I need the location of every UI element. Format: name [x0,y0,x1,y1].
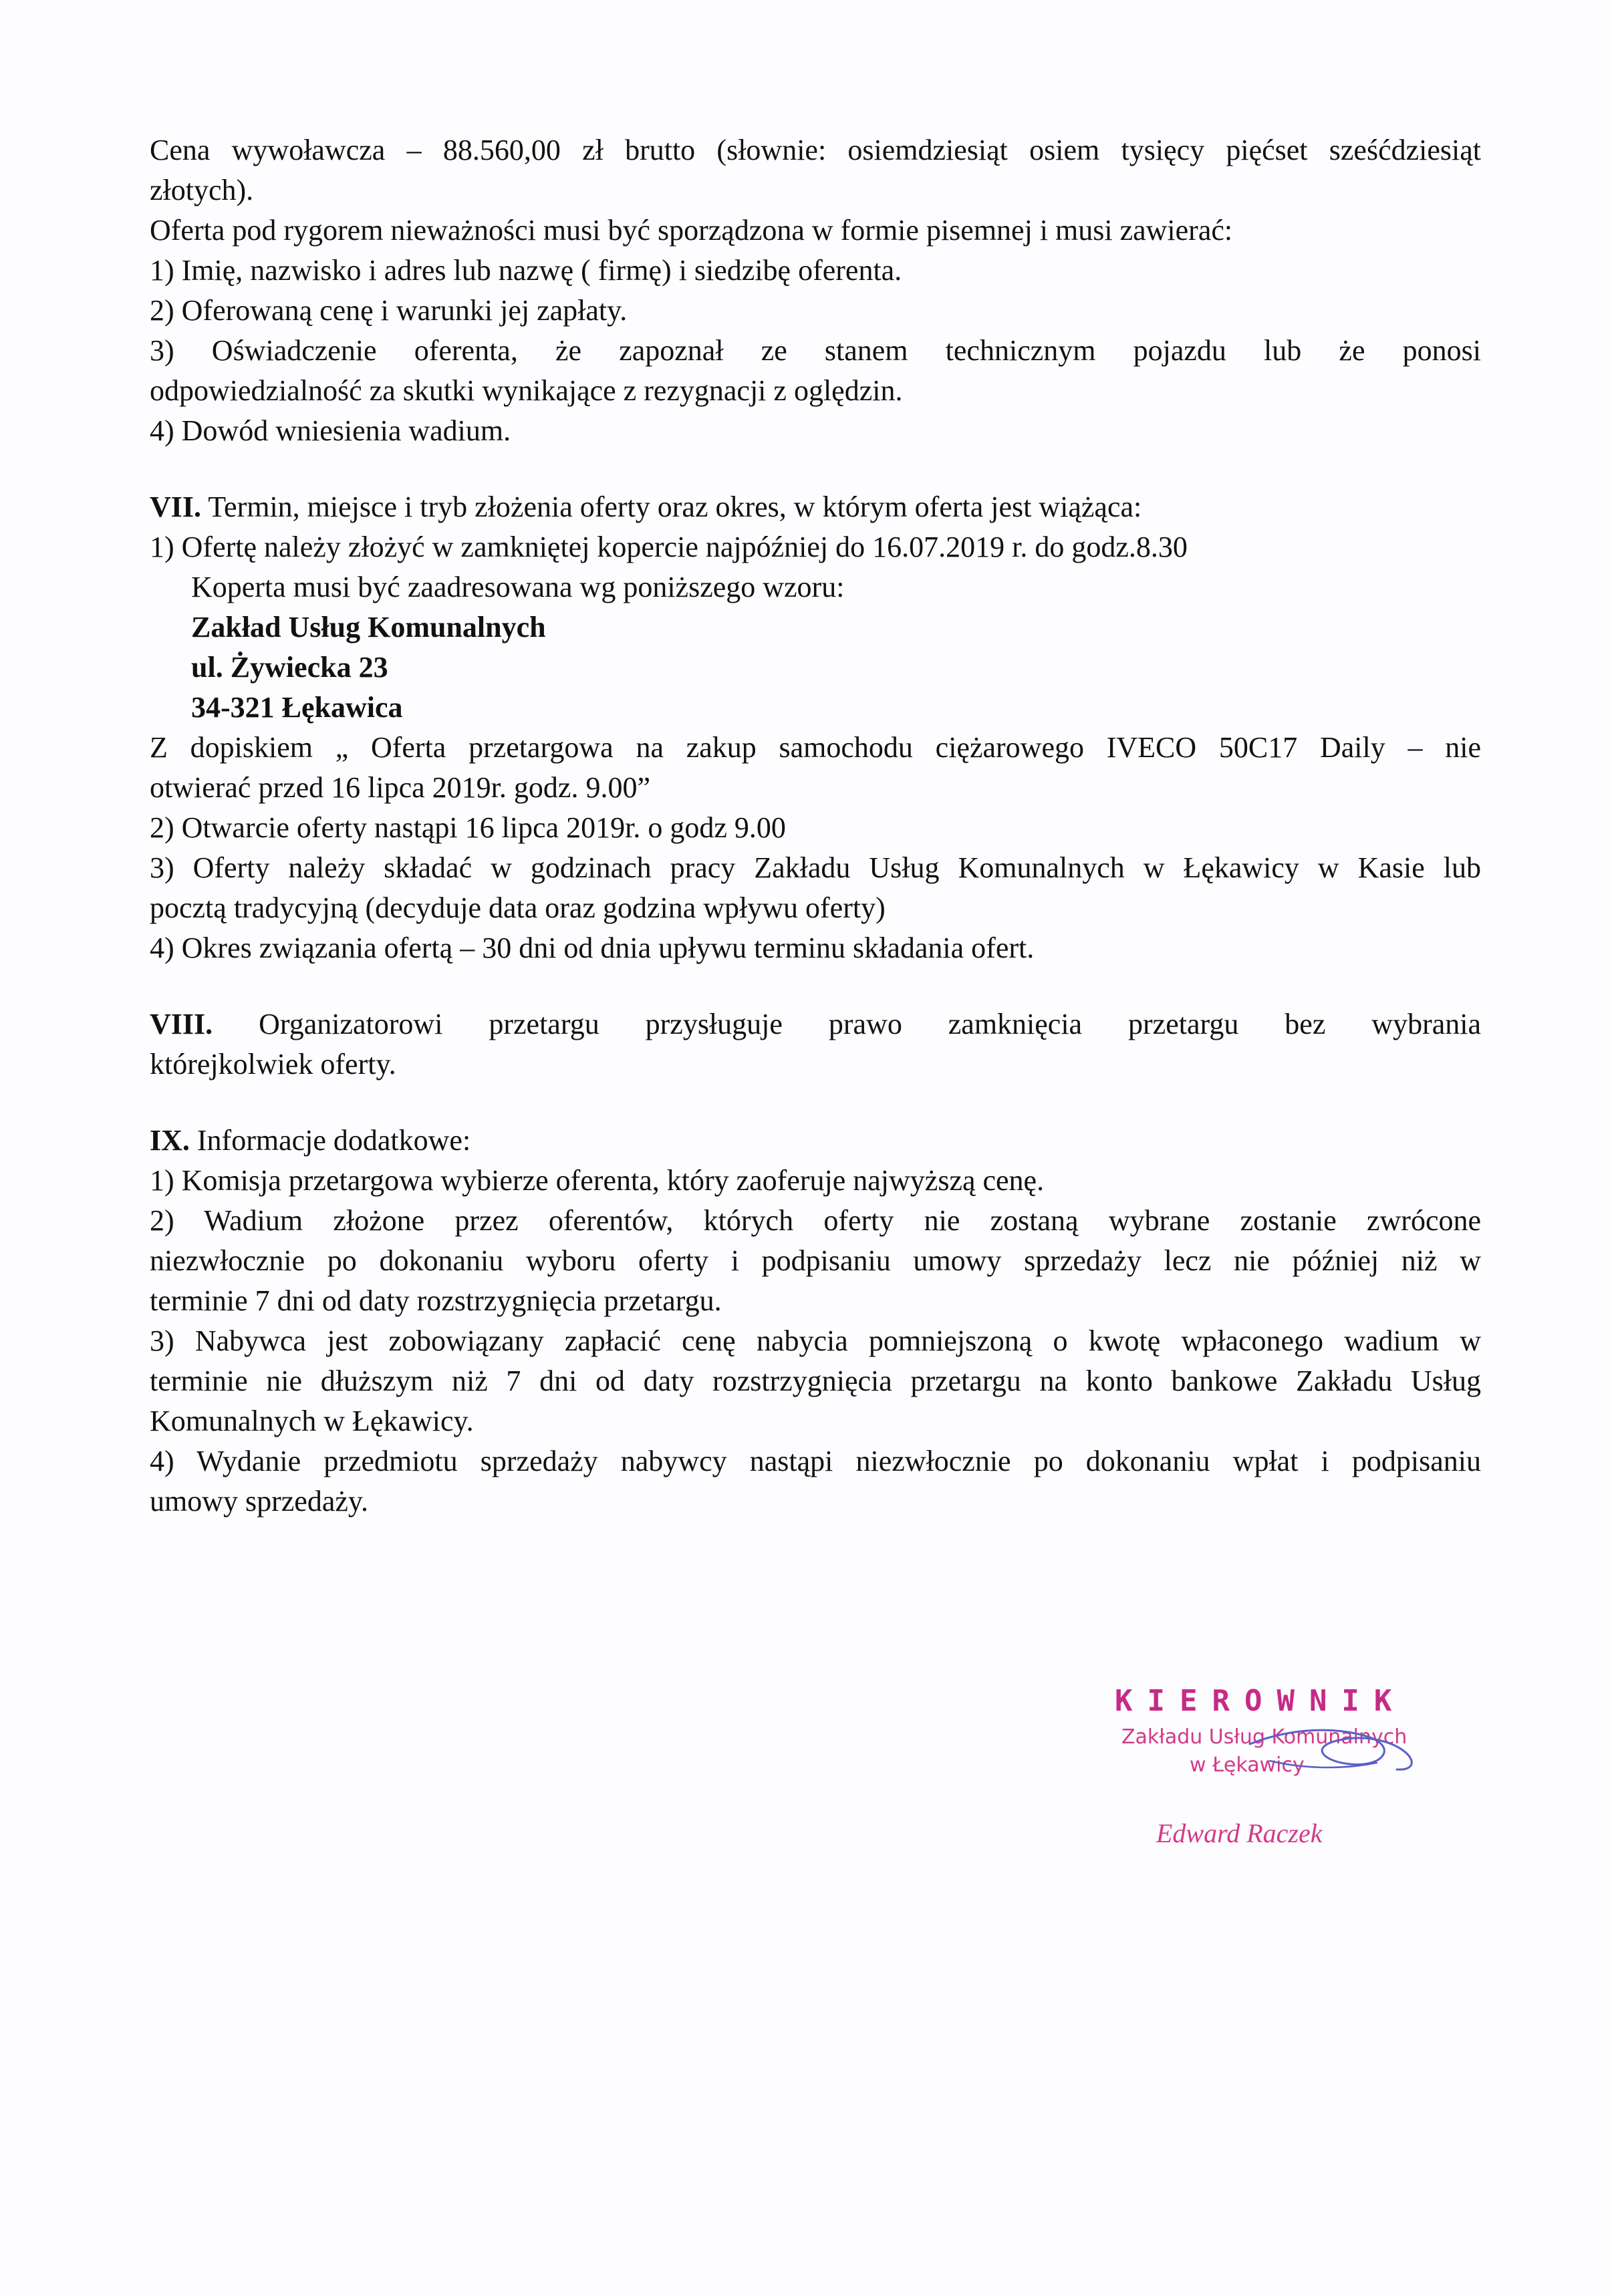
section-title: Informacje dodatkowe: [189,1124,471,1157]
list-item: 3) Nabywca jest zobowiązany zapłacić cenę nabycia pomniejszoną o kwotę wpłaconego wadium w [150,1324,1481,1357]
paragraph-line: otwierać przed 16 lipca 2019r. godz. 9.00” [150,771,650,804]
list-item-continuation: terminie nie dłuższym niż 7 dni od daty rozstrzygnięcia przetargu na konto bankowe Zakładu Usług [150,1365,1481,1397]
stamp-name: Edward Raczek [1156,1818,1323,1848]
stamp-org-line: w Łękawicy [1190,1753,1305,1777]
list-item: 3) Oferty należy składać w godzinach pracy Zakładu Usług Komunalnych w Łękawicy w Kasie lub [150,851,1481,884]
section-number: IX. [150,1124,190,1157]
list-item: 1) Ofertę należy złożyć w zamkniętej kopercie najpóźniej do 16.07.2019 r. do godz.8.30 [150,531,1188,563]
paragraph-line: którejkolwiek oferty. [150,1048,396,1081]
paragraph-line: Koperta musi być zaadresowana wg poniższego wzoru: [191,571,845,603]
list-item: 3) Oświadczenie oferenta, że zapoznał ze stanem technicznym pojazdu lub że ponosi [150,334,1481,367]
list-item: 1) Komisja przetargowa wybierze oferenta, który zaoferuje najwyższą cenę. [150,1164,1045,1197]
list-item-continuation: Komunalnych w Łękawicy. [150,1405,474,1437]
list-item: 4) Okres związania ofertą – 30 dni od dnia upływu terminu składania ofert. [150,931,1035,964]
handwritten-signature [1109,1684,1457,1818]
list-item: 4) Wydanie przedmiotu sprzedaży nabywcy nastąpi niezwłocznie po dokonaniu wpłat i podpisaniu [150,1445,1481,1477]
paragraph-line: złotych). [150,174,254,206]
list-item: 1) Imię, nazwisko i adres lub nazwę ( firmę) i siedzibę oferenta. [150,254,902,287]
section-text: Organizatorowi przetargu przysługuje prawo zamknięcia przetargu bez wybrania [213,1008,1481,1040]
official-stamp [1109,1684,1457,1878]
paragraph-line: Z dopiskiem „ Oferta przetargowa na zakup samochodu ciężarowego IVECO 50C17 Daily – nie [150,731,1481,764]
list-item: 2) Otwarcie oferty nastąpi 16 lipca 2019r. o godz 9.00 [150,811,786,844]
stamp-org-line: Zakładu Usług Komunalnych [1121,1725,1407,1749]
list-item: 2) Oferowaną cenę i warunki jej zapłaty. [150,294,628,327]
section-heading-vii [150,487,1481,527]
list-item-continuation: terminie 7 dni od daty rozstrzygnięcia przetargu. [150,1284,722,1317]
section-heading-viii [150,1004,1481,1044]
section-number: VII. [150,490,202,523]
address-line: Zakład Usług Komunalnych [191,611,546,643]
stamp-title: KIEROWNIK [1115,1684,1407,1718]
document-body [150,130,1481,1522]
list-item-continuation: umowy sprzedaży. [150,1485,369,1518]
paragraph-line: Oferta pod rygorem nieważności musi być sporządzona w formie pisemnej i musi zawierać: [150,214,1233,247]
address-line: ul. Żywiecka 23 [191,651,388,684]
list-item: 2) Wadium złożone przez oferentów, których oferty nie zostaną wybrane zostanie zwrócone [150,1204,1481,1237]
section-number: VIII. [150,1008,213,1040]
section-title: Termin, miejsce i tryb złożenia oferty oraz okres, w którym oferta jest wiążąca: [201,490,1142,523]
section-heading-ix [150,1121,1481,1161]
list-item-continuation: odpowiedzialność za skutki wynikające z rezygnacji z oględzin. [150,374,903,407]
list-item-continuation: pocztą tradycyjną (decyduje data oraz godzina wpływu oferty) [150,891,886,924]
paragraph-line: Cena wywoławcza – 88.560,00 zł brutto (słownie: osiemdziesiąt osiem tysięcy pięćset sześćdziesiąt [150,134,1481,166]
list-item-continuation: niezwłocznie po dokonaniu wyboru oferty i podpisaniu umowy sprzedaży lecz nie później niż w [150,1244,1481,1277]
address-line: 34-321 Łękawica [191,691,403,724]
list-item: 4) Dowód wniesienia wadium. [150,414,511,447]
